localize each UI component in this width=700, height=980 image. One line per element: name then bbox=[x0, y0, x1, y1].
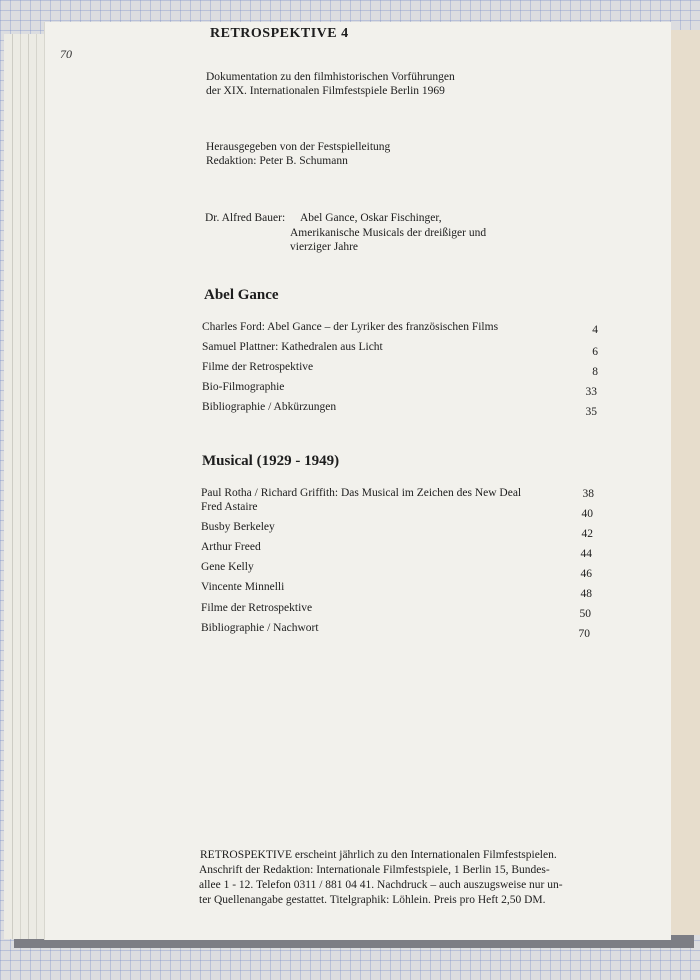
toc-entry-title: Paul Rotha / Richard Griffith: Das Musical im Zeichen des New Deal bbox=[201, 487, 522, 499]
toc-entry-page: 50 bbox=[579, 608, 591, 620]
toc-entry-title: Bio-Filmographie bbox=[202, 381, 285, 393]
toc-entry-title: Arthur Freed bbox=[201, 541, 261, 553]
toc-entry-page: 38 bbox=[582, 488, 594, 500]
page-stack-edge bbox=[4, 34, 45, 939]
toc-entry-title: Charles Ford: Abel Gance – der Lyriker des französischen Films bbox=[202, 321, 499, 333]
toc-entry-page: 35 bbox=[585, 406, 597, 418]
colophon bbox=[200, 848, 563, 908]
toc-entry-page: 48 bbox=[580, 588, 592, 600]
author-line-3: vierziger Jahre bbox=[290, 241, 359, 253]
toc-entry-page: 8 bbox=[592, 366, 598, 378]
toc-entry-title: Fred Astaire bbox=[201, 501, 258, 513]
intro-line-1: Dokumentation zu den filmhistorischen Vorführungen bbox=[206, 71, 455, 83]
author-name: Dr. Alfred Bauer: bbox=[205, 212, 286, 224]
toc-entry-title: Filme der Retrospektive bbox=[201, 602, 313, 614]
section-heading-musical: Musical (1929 - 1949) bbox=[202, 453, 340, 469]
author-line-2: Amerikanische Musicals der dreißiger und bbox=[290, 227, 487, 239]
toc-entry-page: 44 bbox=[580, 548, 592, 560]
toc-entry-title: Busby Berkeley bbox=[201, 521, 275, 533]
toc-entry-page: 33 bbox=[585, 386, 597, 398]
toc-entry-title: Bibliographie / Nachwort bbox=[201, 622, 319, 634]
book-page bbox=[44, 22, 671, 940]
toc-entry-title: Bibliographie / Abkürzungen bbox=[202, 401, 337, 413]
toc-entry-page: 70 bbox=[578, 628, 590, 640]
toc-entry-page: 46 bbox=[580, 568, 592, 580]
intro-line-2: der XIX. Internationalen Filmfestspiele Berlin 1969 bbox=[206, 85, 445, 97]
book-right-edge bbox=[668, 30, 700, 935]
toc-entry-title: Samuel Plattner: Kathedralen aus Licht bbox=[202, 341, 383, 353]
publisher-line-1: Herausgegeben von der Festspielleitung bbox=[206, 141, 391, 153]
colophon-line-2: Anschrift der Redaktion: Internationale Filmfestspiele, 1 Berlin 15, Bundes- bbox=[199, 864, 550, 876]
handwritten-page-number: 70 bbox=[60, 47, 72, 61]
toc-entry-title: Vincente Minnelli bbox=[201, 581, 285, 593]
toc-entry-title: Filme der Retrospektive bbox=[202, 361, 314, 373]
page-title: RETROSPEKTIVE 4 bbox=[210, 26, 349, 41]
publisher-line-2: Redaktion: Peter B. Schumann bbox=[206, 155, 348, 167]
toc-entry-page: 4 bbox=[592, 324, 598, 336]
author-line-1: Abel Gance, Oskar Fischinger, bbox=[300, 212, 442, 224]
toc-entry-page: 40 bbox=[581, 508, 593, 520]
colophon-line-3: allee 1 - 12. Telefon 0311 / 881 04 41. Nachdruck – auch auszugsweise nur un- bbox=[199, 879, 563, 891]
toc-entry-page: 42 bbox=[581, 528, 593, 540]
section-heading-abel-gance: Abel Gance bbox=[204, 287, 279, 303]
colophon-line-1: RETROSPEKTIVE erscheint jährlich zu den Internationalen Filmfestspielen. bbox=[200, 849, 557, 861]
colophon-line-4: ter Quellenangabe gestattet. Titelgraphik: Löhlein. Preis pro Heft 2,50 DM. bbox=[199, 894, 546, 906]
toc-entry-page: 6 bbox=[592, 346, 598, 358]
toc-entry-title: Gene Kelly bbox=[201, 561, 254, 573]
